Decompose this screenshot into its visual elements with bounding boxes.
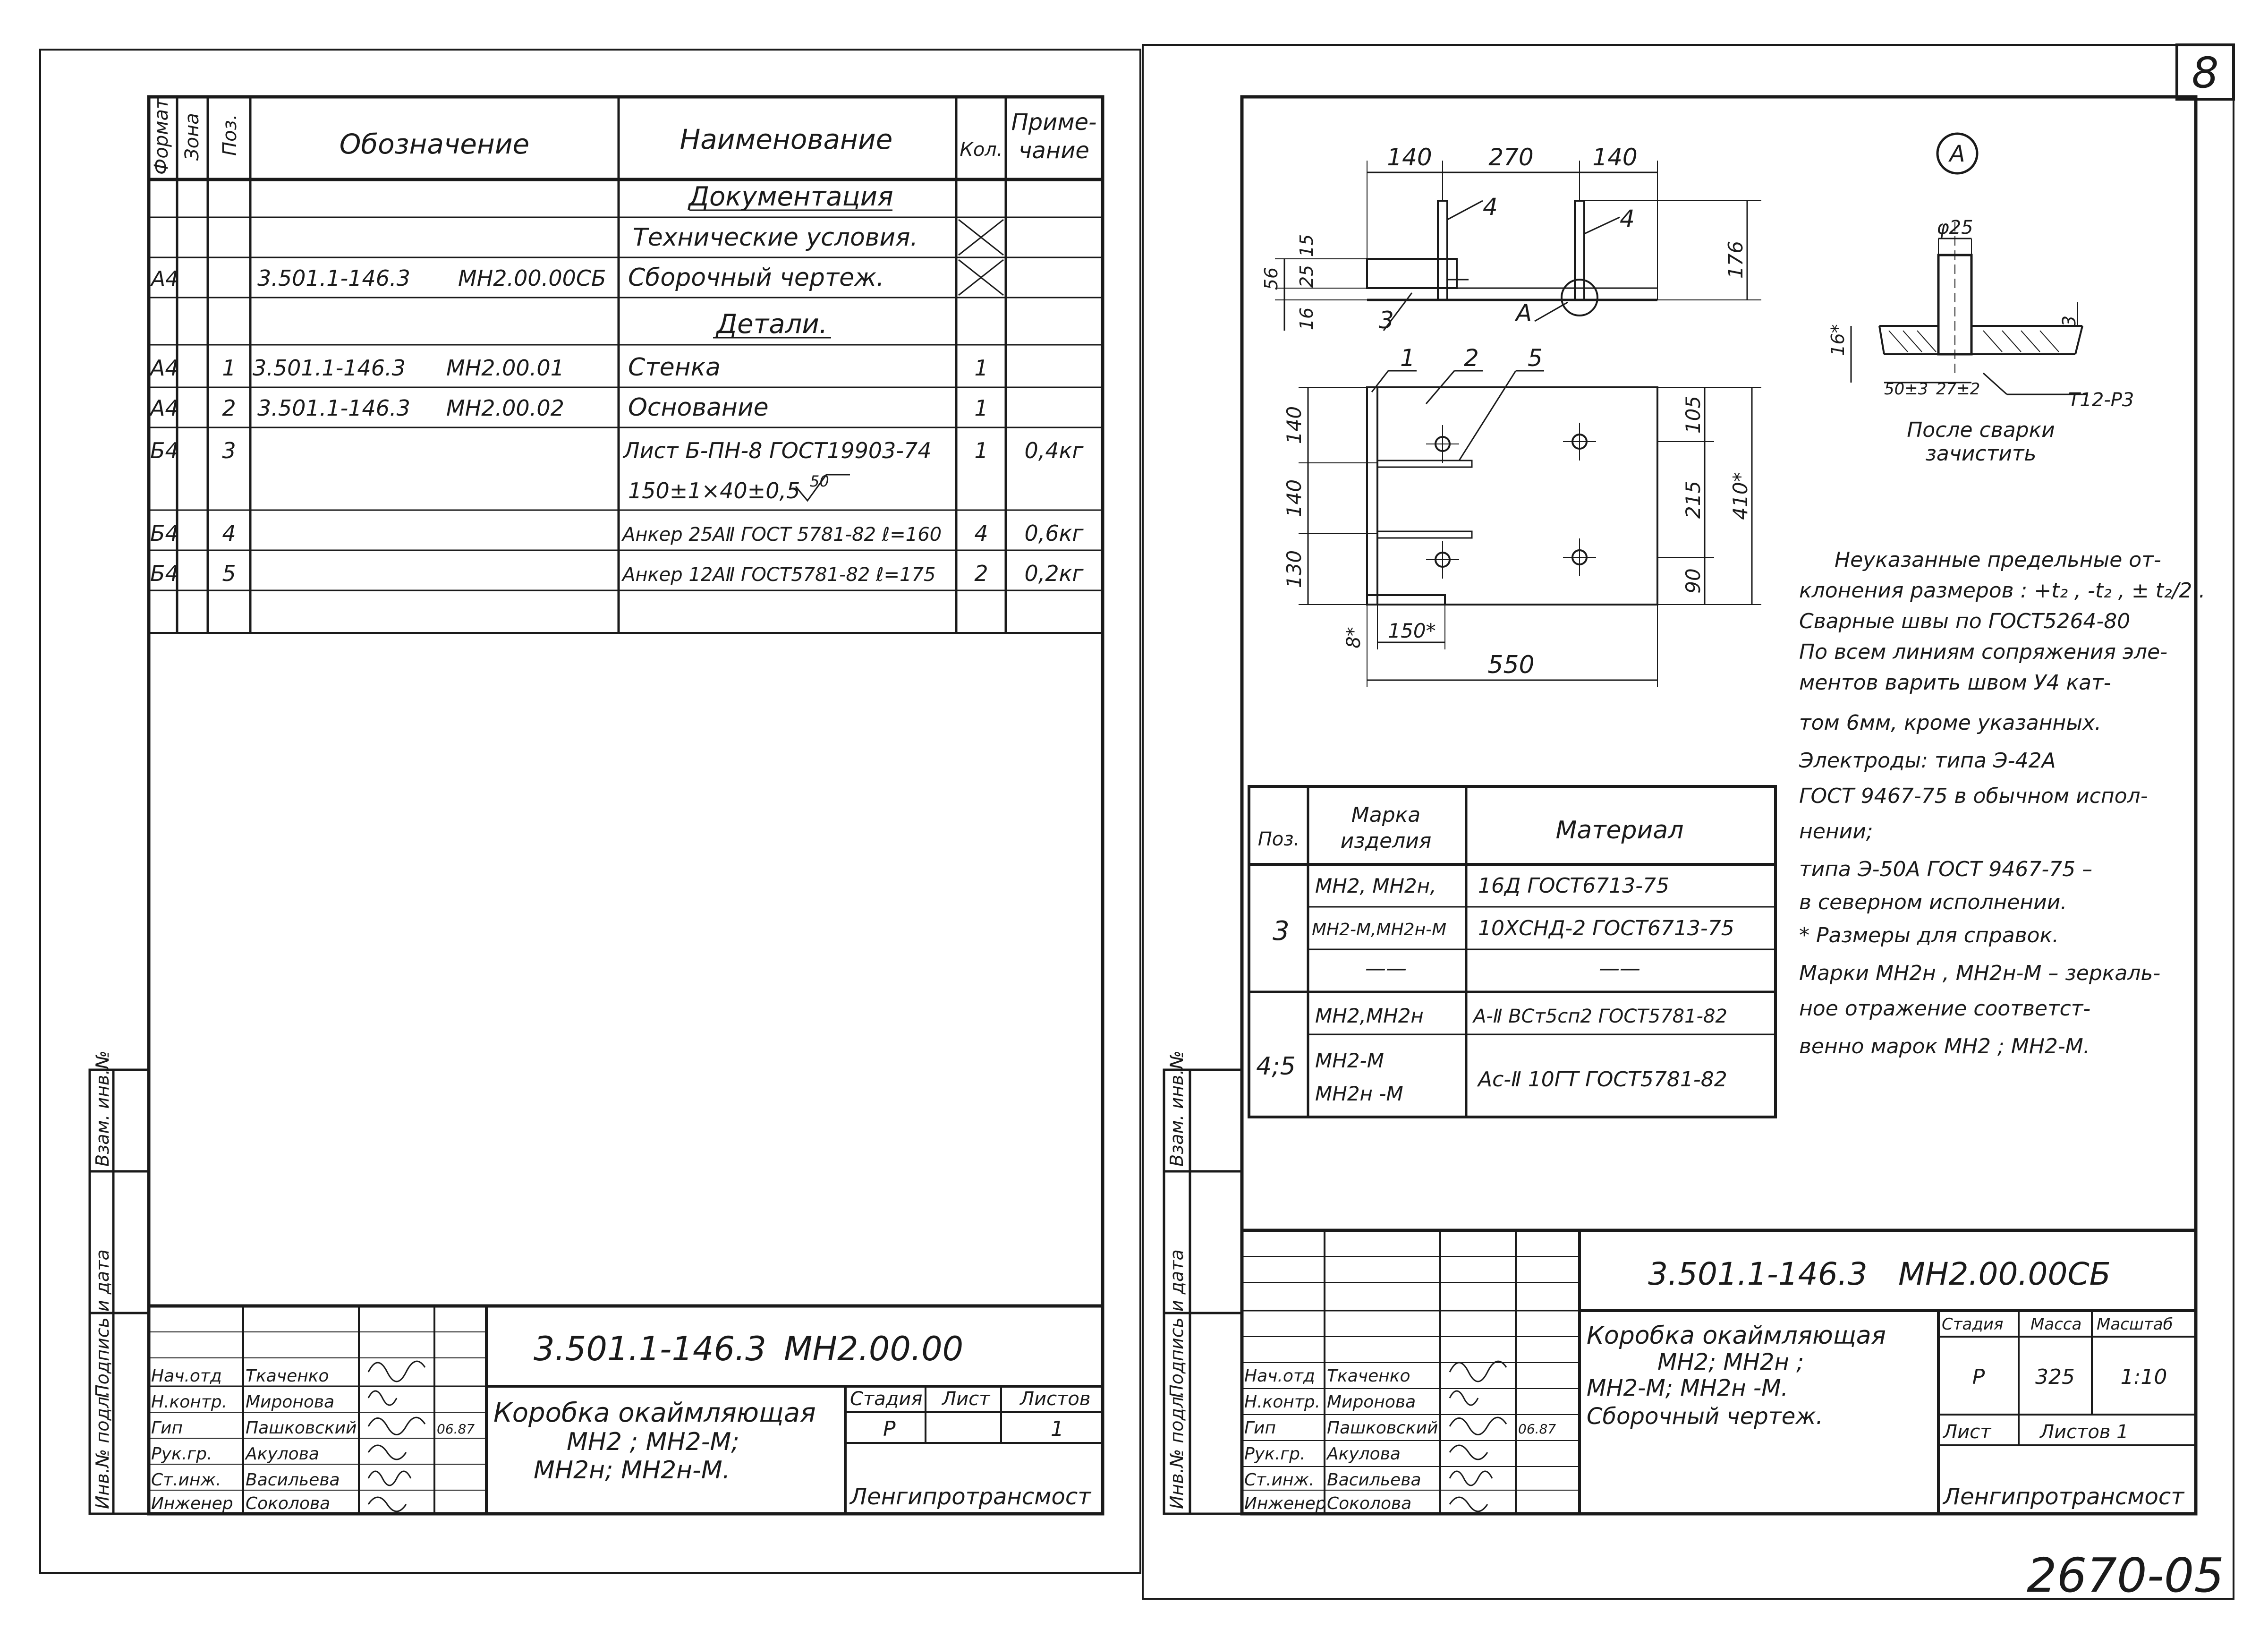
label-part3: 3 — [1379, 307, 1394, 334]
mat-material-3: А-Ⅱ ВСт5сп2 ГОСТ5781-82 — [1473, 1006, 1727, 1027]
note-12: Марки МН2н , МН2н-М – зеркаль- — [1799, 961, 2161, 985]
left-sheet-label: Лист — [942, 1388, 990, 1410]
left-stage-label: Стадия — [850, 1388, 923, 1410]
inventory-number: 2670-05 — [2027, 1548, 2224, 1603]
left-title-2: МН2 ; МН2-М; — [567, 1428, 739, 1456]
row1-pos: 1 — [222, 355, 236, 381]
spec-header-format: Формат — [151, 98, 172, 175]
mat-header-material: Материал — [1555, 816, 1684, 844]
detail-right-dim: 3 — [2059, 315, 2080, 327]
note-1: клонения размеров : +t₂ , -t₂ , ± t₂/2 . — [1799, 579, 2206, 603]
doc-row-name: Сборочный чертеж. — [628, 264, 884, 292]
right-name-1: Миронова — [1327, 1392, 1416, 1412]
left-date: 06.87 — [437, 1421, 475, 1437]
row5-pos: 5 — [222, 561, 236, 586]
plan-label-2: 2 — [1464, 344, 1479, 372]
dim-overall: 550 — [1487, 651, 1535, 679]
detail-bottom-b: 27±2 — [1936, 380, 1980, 399]
mat-pos-45: 4;5 — [1256, 1052, 1296, 1081]
row3-format: Б4 — [150, 438, 179, 463]
left-role-5: Инженер — [151, 1494, 233, 1513]
dim-plan-right-2: 215 — [1682, 480, 1705, 519]
section-documentation: Документация — [688, 181, 893, 212]
note-4: ментов варить швом У4 кат- — [1799, 671, 2111, 695]
dim-plan-left-1: 140 — [1283, 406, 1306, 444]
left-sheets-label: Листов — [1020, 1388, 1091, 1410]
mat-mark-4: МН2-М — [1315, 1049, 1384, 1072]
doc-row-mark: МН2.00.00СБ — [458, 265, 606, 291]
row4-note: 0,6кг — [1024, 520, 1084, 546]
detail-a — [1851, 134, 2087, 394]
right-name-4: Васильева — [1327, 1470, 1421, 1490]
dim-plan-right-1: 105 — [1682, 395, 1705, 434]
dim-left-25: 25 — [1296, 264, 1317, 288]
row3b-size: 150±1×40±0,5 — [628, 478, 800, 503]
right-code: 3.501.1-146.3 — [1648, 1256, 1868, 1292]
right-sheet-label: Лист — [1943, 1421, 1991, 1443]
note-0: Неуказанные предельные от- — [1835, 548, 2161, 572]
right-name-2: Пашковский — [1327, 1418, 1438, 1438]
plan-label-1: 1 — [1400, 344, 1415, 372]
dim-plan-left-3: 130 — [1283, 550, 1306, 588]
right-name-0: Ткаченко — [1327, 1366, 1410, 1386]
left-code: 3.501.1-146.3 — [534, 1330, 766, 1368]
mat-mark-5: МН2н -М — [1315, 1082, 1403, 1105]
right-org: Ленгипротрансмост — [1943, 1484, 2184, 1510]
spec-header-name: Наименование — [680, 123, 893, 155]
dim-top-mid: 270 — [1488, 144, 1534, 171]
mat-material-1: 10ХСНД-2 ГОСТ6713-75 — [1478, 916, 1734, 940]
row2-qty: 1 — [974, 395, 988, 421]
right-role-4: Ст.инж. — [1244, 1470, 1315, 1490]
dim-left-56: 56 — [1261, 267, 1282, 290]
dim-height: 176 — [1724, 240, 1747, 279]
left-signatures — [368, 1361, 425, 1511]
left-stage: Р — [883, 1417, 896, 1441]
detail-dia: φ25 — [1937, 217, 1973, 239]
left-mark: МН2.00.00 — [784, 1330, 964, 1368]
right-title-3: МН2-М; МН2н -М. — [1587, 1375, 1788, 1401]
note-2: Сварные швы по ГОСТ5264-80 — [1799, 609, 2131, 633]
dim-plan-total: 410* — [1729, 472, 1752, 520]
dim-bottom-150: 150* — [1388, 619, 1436, 642]
right-mass-label: Масса — [2030, 1315, 2082, 1334]
note-10: в северном исполнении. — [1799, 890, 2067, 914]
row5-name: Анкер 12АⅡ ГОСТ5781-82 ℓ=175 — [622, 564, 936, 586]
row4-qty: 4 — [974, 520, 988, 546]
detail-a-callout: А — [1949, 141, 1965, 167]
spec-header-qty: Кол. — [960, 139, 1003, 161]
doc-row-format: А4 — [151, 267, 179, 291]
right-stage: Р — [1972, 1365, 1985, 1389]
left-name-3: Акулова — [246, 1444, 319, 1464]
left-role-0: Нач.отд — [151, 1366, 222, 1386]
mat-material-0: 16Д ГОСТ6713-75 — [1478, 874, 1669, 898]
left-title-1: Коробка окаймляющая — [493, 1398, 816, 1428]
right-stamp-replace: Взам. инв.№ — [1166, 1050, 1187, 1167]
row4-name: Анкер 25АⅡ ГОСТ 5781-82 ℓ=160 — [622, 524, 942, 546]
dim-top-left: 140 — [1387, 144, 1432, 171]
detail-weld: Т12-Р3 — [2068, 389, 2134, 411]
right-name-3: Акулова — [1327, 1444, 1401, 1464]
note-7: ГОСТ 9467-75 в обычном испол- — [1799, 784, 2148, 808]
page-number: 8 — [2192, 48, 2219, 98]
left-role-2: Гип — [151, 1418, 183, 1438]
label-part4-a: 4 — [1483, 193, 1498, 221]
right-sheets-label: Листов 1 — [2040, 1421, 2129, 1443]
note-6: Электроды: типа Э-42А — [1799, 749, 2056, 773]
right-stamp-sign: Подпись и дата — [1166, 1249, 1187, 1398]
left-stamp-sign: Подпись и дата — [92, 1249, 113, 1398]
right-scale: 1:10 — [2120, 1365, 2167, 1389]
section-details: Детали. — [716, 309, 828, 340]
left-name-0: Ткаченко — [246, 1366, 329, 1386]
row3-qty: 1 — [974, 438, 988, 463]
mat-material-2: —— — [1599, 956, 1640, 981]
dim-left-16: 16 — [1296, 307, 1317, 331]
label-part4-b: 4 — [1620, 205, 1635, 232]
right-title-2: МН2; МН2н ; — [1657, 1349, 1804, 1375]
row2-mark: МН2.00.02 — [446, 395, 564, 421]
detail-left-dim: 16* — [1827, 324, 1848, 356]
right-role-2: Гип — [1244, 1418, 1276, 1438]
row2-name: Основание — [628, 393, 769, 422]
right-name-5: Соколова — [1327, 1494, 1412, 1513]
right-signatures — [1450, 1361, 1506, 1511]
right-title-1: Коробка окаймляющая — [1587, 1322, 1886, 1350]
right-stamp-inv: Инв.№ подл. — [1166, 1390, 1187, 1509]
row4-format: Б4 — [150, 520, 179, 546]
mat-material-4: Ас-Ⅱ 10ГТ ГОСТ5781-82 — [1478, 1067, 1727, 1092]
dim-left-15: 15 — [1296, 234, 1317, 257]
note-3: По всем линиям сопряжения эле- — [1799, 640, 2168, 664]
roughness-value: 50 — [810, 472, 829, 490]
left-name-2: Пашковский — [246, 1418, 357, 1438]
note-9: типа Э-50А ГОСТ 9467-75 – — [1799, 857, 2093, 881]
doc-row-tech-conditions: Технические условия. — [633, 223, 918, 252]
note-8: нении; — [1799, 819, 1873, 844]
left-role-1: Н.контр. — [151, 1392, 228, 1412]
right-role-0: Нач.отд — [1244, 1366, 1315, 1386]
left-name-5: Соколова — [246, 1494, 331, 1513]
dim-plan-right-3: 90 — [1682, 568, 1705, 594]
left-org: Ленгипротрансмост — [850, 1484, 1091, 1510]
row1-code: 3.501.1-146.3 — [253, 355, 406, 381]
mat-header-mark-2: изделия — [1340, 829, 1432, 853]
note-5: том 6мм, кроме указанных. — [1799, 711, 2101, 735]
left-stamp-inv: Инв.№ подл. — [92, 1390, 113, 1509]
right-role-3: Рук.гр. — [1244, 1444, 1306, 1464]
row1-format: А4 — [150, 355, 179, 381]
right-title-4: Сборочный чертеж. — [1587, 1403, 1823, 1430]
note-13: ное отражение соответст- — [1799, 997, 2091, 1021]
right-stage-label: Стадия — [1942, 1315, 2004, 1334]
note-14: венно марок МН2 ; МН2-М. — [1799, 1034, 2090, 1058]
note-11: * Размеры для справок. — [1799, 923, 2059, 947]
spec-header-note-2: чание — [1019, 137, 1089, 164]
doc-row-code: 3.501.1-146.3 — [257, 265, 410, 291]
left-sheets: 1 — [1051, 1417, 1064, 1441]
row5-qty: 2 — [974, 561, 988, 586]
spec-header-designation: Обозначение — [339, 128, 530, 160]
left-role-4: Ст.инж. — [151, 1470, 221, 1490]
right-mass: 325 — [2035, 1365, 2075, 1389]
mat-mark-1: МН2-М,МН2н-М — [1312, 920, 1447, 939]
row3-name: Лист Б-ПН-8 ГОСТ19903-74 — [623, 438, 932, 463]
mat-header-pos: Поз. — [1257, 828, 1300, 850]
right-date: 06.87 — [1518, 1421, 1556, 1437]
detail-bottom-a: 50±3 — [1884, 380, 1928, 399]
mat-header-mark-1: Марка — [1351, 803, 1421, 827]
row4-pos: 4 — [222, 520, 236, 546]
left-stamp-replace: Взам. инв.№ — [92, 1050, 113, 1167]
right-mark: МН2.00.00СБ — [1898, 1256, 2111, 1292]
dim-bottom-8: 8* — [1343, 627, 1365, 648]
left-name-4: Васильева — [246, 1470, 340, 1490]
spec-header-zone: Зона — [181, 113, 203, 161]
mat-mark-2: —— — [1365, 956, 1407, 981]
dim-top-right: 140 — [1592, 144, 1638, 171]
dim-plan-left-2: 140 — [1283, 479, 1306, 518]
plan-label-5: 5 — [1528, 344, 1543, 372]
row1-qty: 1 — [974, 355, 988, 381]
row2-code: 3.501.1-146.3 — [257, 395, 410, 421]
row5-note: 0,2кг — [1024, 561, 1084, 586]
row3-note: 0,4кг — [1024, 438, 1084, 463]
row2-pos: 2 — [222, 395, 236, 421]
row2-format: А4 — [150, 395, 179, 421]
row3-pos: 3 — [222, 438, 236, 463]
left-role-3: Рук.гр. — [151, 1444, 212, 1464]
label-node-a: А — [1516, 299, 1532, 327]
detail-note-2: зачистить — [1925, 442, 2037, 466]
mat-mark-0: МН2, МН2н, — [1315, 874, 1436, 897]
left-name-1: Миронова — [246, 1392, 335, 1412]
mat-pos-3: 3 — [1273, 916, 1290, 947]
row1-mark: МН2.00.01 — [446, 355, 564, 381]
left-title-3: МН2н; МН2н-М. — [534, 1456, 731, 1484]
spec-header-pos: Поз. — [219, 114, 241, 156]
row5-format: Б4 — [150, 561, 179, 586]
mat-mark-3: МН2,МН2н — [1315, 1004, 1424, 1027]
spec-header-note-1: Приме- — [1011, 109, 1097, 136]
right-scale-label: Масштаб — [2097, 1315, 2173, 1334]
right-role-1: Н.контр. — [1244, 1392, 1321, 1412]
detail-note-1: После сварки — [1907, 418, 2055, 442]
row1-name: Стенка — [628, 353, 721, 382]
right-role-5: Инженер — [1244, 1494, 1326, 1513]
